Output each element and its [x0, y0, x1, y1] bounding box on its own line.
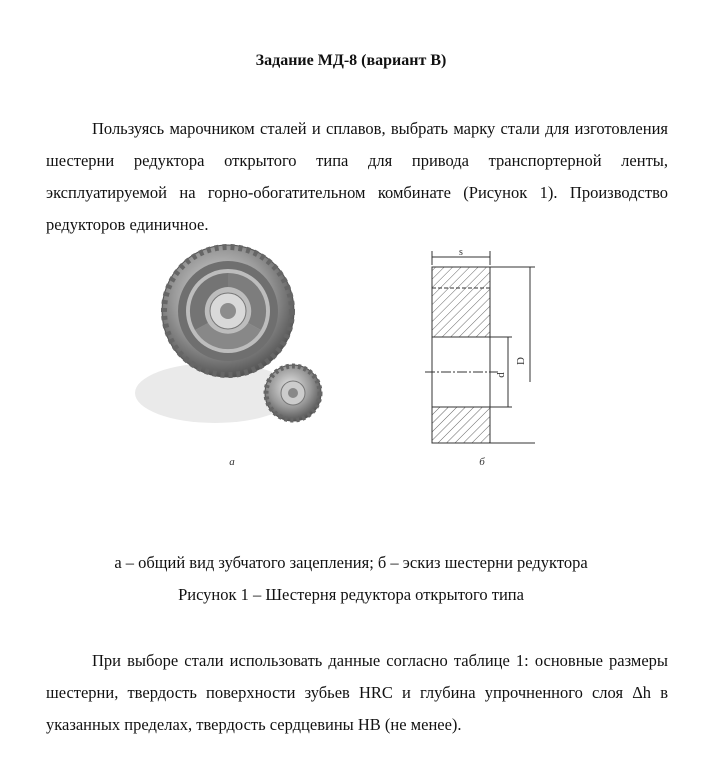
sublabel-b: б: [479, 456, 485, 468]
gear-photo: [135, 245, 321, 468]
figure-1: [120, 243, 590, 483]
instruction-paragraph: При выборе стали использовать данные согласно таблице 1: основные размеры шестерни, твердость поверхности зубьев HRC и глубина упрочненного слоя Δh в указанных пределах, твердость сердцевины HB (не менее).: [46, 651, 668, 734]
gear-sketch: [425, 247, 535, 468]
dimension-d: d: [495, 372, 507, 378]
figure-caption-sub: а – общий вид зубчатого зацепления; б – эскиз шестерни редуктора: [114, 553, 588, 572]
figure-caption: Рисунок 1 – Шестерня редуктора открытого типа: [178, 585, 524, 604]
sublabel-a: а: [229, 456, 235, 468]
task-paragraph: Пользуясь марочником сталей и сплавов, выбрать марку стали для изготовления шестерни редуктора открытого типа для привода транспортерной ленты, эксплуатируемой на горно-обогатительном комбинате (Рисунок 1). Производство редукторов единичное.: [46, 119, 668, 234]
dimension-s: s: [459, 247, 463, 258]
dimension-D: D: [515, 357, 527, 365]
document-title: Задание МД-8 (вариант В): [255, 52, 447, 69]
